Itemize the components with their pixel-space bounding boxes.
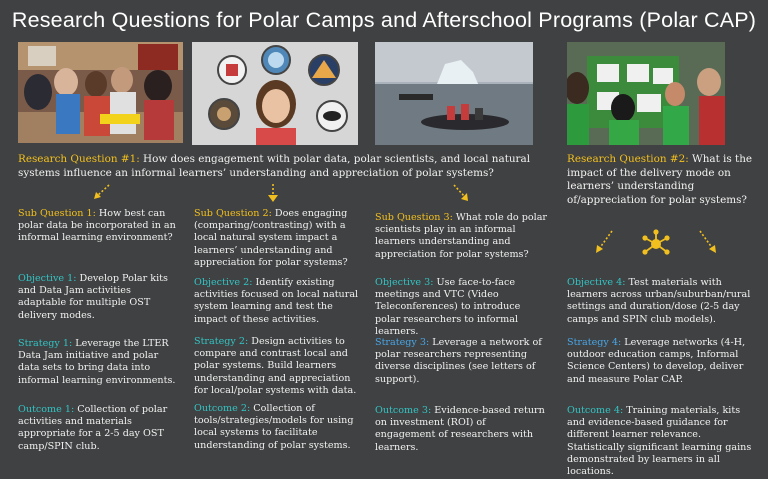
objective-2-label: Objective 2: <box>194 277 253 288</box>
sub-question-3-label: Sub Question 3: <box>375 212 453 223</box>
strategy-4-label: Strategy 4: <box>567 337 622 348</box>
students-classroom-photo <box>18 42 183 143</box>
strategy-1-text: Leverage the LTER Data Jam initiative and polar data sets to bring data into informal learning environments. <box>18 338 176 386</box>
objective-4-label: Objective 4: <box>567 277 626 288</box>
sub-question-1 <box>18 208 183 245</box>
objective-3 <box>375 277 540 338</box>
sub-question-1-text: How best can polar data be incorporated in an informal learning environment? <box>18 208 176 244</box>
strategy-3-label: Strategy 3: <box>375 337 430 348</box>
outcome-2-text: Collection of tools/strategies/models for using local systems to facilitate understanding of polar systems. <box>194 403 354 451</box>
outcome-1-text: Collection of polar activities and materials appropriate for a 2-5 day OST camp/SPIN club. <box>18 404 168 452</box>
strategy-1 <box>18 338 180 387</box>
outcome-1 <box>18 404 180 453</box>
iceberg-boat-photo <box>375 42 533 145</box>
objective-1 <box>18 273 180 322</box>
research-question-1-label: Research Question #1: <box>18 153 140 165</box>
outcome-1-label: Outcome 1: <box>18 404 75 415</box>
students-at-poster-photo <box>567 42 725 145</box>
strategy-3-text: Leverage a network of polar researchers representing diverse disciplines (see letters of support). <box>375 337 542 385</box>
sub-question-3 <box>375 212 547 261</box>
outcome-3-label: Outcome 3: <box>375 405 432 416</box>
arrow-down-left-icon-4 <box>593 229 615 255</box>
outcome-4-label: Outcome 4: <box>567 405 624 416</box>
arrow-down-left-icon-1 <box>92 183 112 201</box>
arrow-down-icon-2 <box>266 183 280 203</box>
page-title: Research Questions for Polar Camps and Afterschool Programs (Polar CAP) <box>11 8 757 32</box>
sub-question-2-label: Sub Question 2: <box>194 208 272 219</box>
research-question-2-text: What is the impact of the delivery mode on learners’ understanding of/appreciation for polar systems? <box>567 153 753 206</box>
strategy-2-text: Design activities to compare and contrast local and polar systems. Build learners understanding and appreciation for local/polar systems with data. <box>194 336 357 396</box>
sub-question-3-text: What role do polar scientists play in an informal learners understanding and appreciation for polar systems? <box>375 212 548 260</box>
strategy-2-label: Strategy 2: <box>194 336 249 347</box>
outcome-2 <box>194 403 364 452</box>
research-question-1 <box>18 153 538 180</box>
objective-2 <box>194 277 364 326</box>
arrow-down-right-icon-5 <box>697 229 719 255</box>
objective-1-label: Objective 1: <box>18 273 77 284</box>
outcome-4-text: Training materials, kits and evidence-based guidance for different learner relevance. Statistically significant learning gains demonstrated by learners in all locations. <box>567 405 752 478</box>
objective-2-text: Identify existing activities focused on local natural system learning and test the impact of these activities. <box>194 277 359 325</box>
strategy-3 <box>375 337 547 386</box>
sub-question-2 <box>194 208 364 269</box>
sub-question-2-text: Does engaging (comparing/contrasting) with a local natural system impact a learners’ understanding and appreciation for polar systems? <box>194 208 348 268</box>
outcome-2-label: Outcome 2: <box>194 403 251 414</box>
network-hub-icon <box>641 229 671 259</box>
strategy-4 <box>567 337 757 386</box>
research-question-1-text: How does engagement with polar data, polar scientists, and local natural systems influence an informal learners’ understanding and appreciation of polar systems? <box>18 153 531 179</box>
objective-4-text: Test materials with learners across urban/suburban/rural settings and duration/dose (2-5 day camps and SPIN club models). <box>567 277 751 325</box>
strategy-2 <box>194 336 364 397</box>
outcome-3-text: Evidence-based return on investment (ROI) of engagement of researchers with learners. <box>375 405 545 453</box>
objective-3-label: Objective 3: <box>375 277 434 288</box>
strategy-1-label: Strategy 1: <box>18 338 73 349</box>
strategy-4-text: Leverage networks (4-H, outdoor education camps, Informal Science Centers) to develop, deliver and measure Polar CAP. <box>567 337 746 385</box>
research-question-2 <box>567 153 757 207</box>
girl-with-polar-images-photo <box>192 42 358 145</box>
outcome-3 <box>375 405 547 454</box>
objective-1-text: Develop Polar kits and Data Jam activities adaptable for multiple OST delivery modes. <box>18 273 168 321</box>
arrow-down-right-icon-3 <box>451 183 471 203</box>
research-question-2-label: Research Question #2: <box>567 153 689 165</box>
outcome-4 <box>567 405 757 478</box>
objective-4 <box>567 277 757 326</box>
objective-3-text: Use face-to-face meetings and VTC (Video Teleconferences) to introduce polar researchers to informal learners. <box>375 277 521 337</box>
sub-question-1-label: Sub Question 1: <box>18 208 96 219</box>
